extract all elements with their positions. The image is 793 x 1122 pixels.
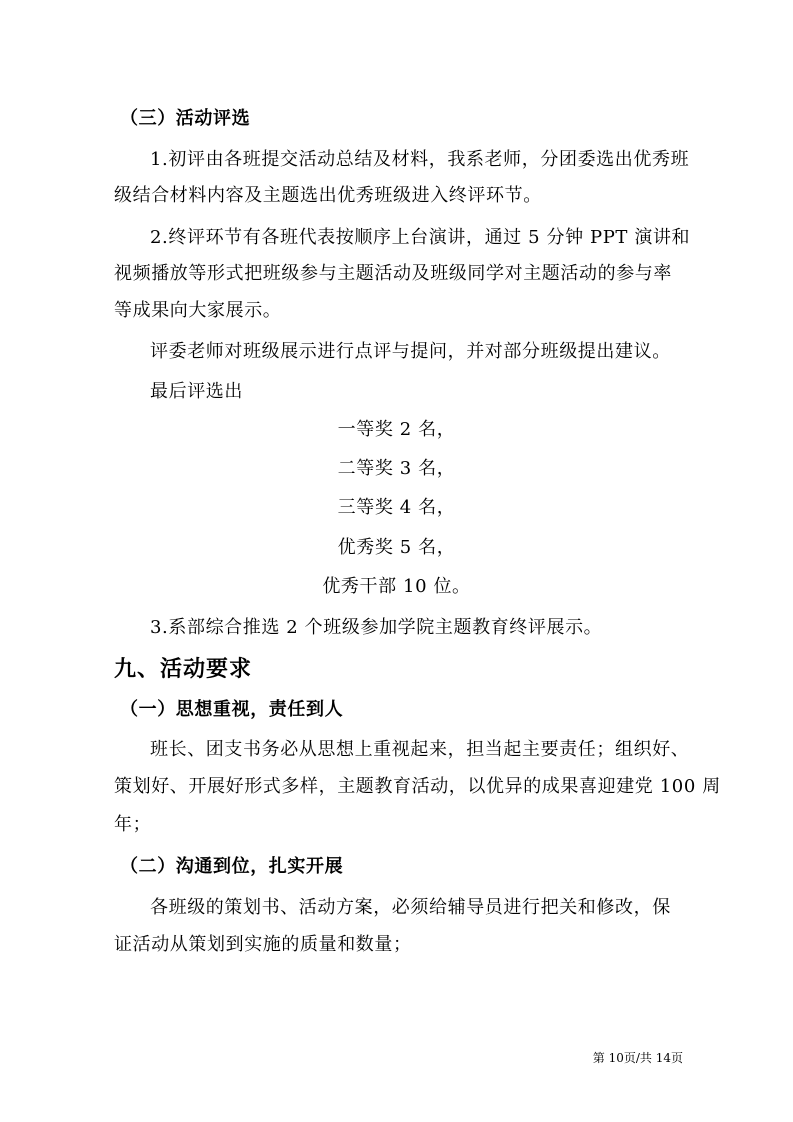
paragraph-line: 1.初评由各班提交活动总结及材料，我系老师，分团委选出优秀班 bbox=[150, 149, 690, 170]
paragraph-line: 2.终评环节有各班代表按顺序上台演讲，通过 5 分钟 PPT 演讲和 bbox=[150, 227, 691, 248]
paragraph-line: 评委老师对班级展示进行点评与提问，并对部分班级提出建议。 bbox=[150, 341, 671, 362]
paragraph-line: 视频播放等形式把班级参与主题活动及班级同学对主题活动的参与率 bbox=[114, 263, 672, 284]
paragraph-line: 证活动从策划到实施的质量和数量； bbox=[114, 934, 412, 955]
section-heading-selection: （三）活动评选 bbox=[120, 108, 251, 129]
paragraph-line: 等成果向大家展示。 bbox=[114, 300, 282, 321]
subsection-heading: （一）思想重视，责任到人 bbox=[120, 699, 344, 720]
award-line: 二等奖 3 名， bbox=[337, 458, 456, 479]
paragraph-line: 各班级的策划书、活动方案，必须给辅导员进行把关和修改，保 bbox=[150, 897, 671, 918]
subsection-heading: （二）沟通到位，扎实开展 bbox=[120, 856, 344, 877]
award-line: 一等奖 2 名， bbox=[337, 419, 456, 440]
paragraph-line: 级结合材料内容及主题选出优秀班级进入终评环节。 bbox=[114, 185, 542, 206]
award-line: 三等奖 4 名， bbox=[337, 497, 456, 518]
award-line: 优秀奖 5 名， bbox=[337, 537, 456, 558]
paragraph-line: 3.系部综合推选 2 个班级参加学院主题教育终评展示。 bbox=[150, 617, 603, 638]
page-number: 第 10页/共 14页 bbox=[592, 1051, 683, 1065]
paragraph-line: 最后评选出 bbox=[150, 381, 243, 402]
section-heading-requirements: 九、活动要求 bbox=[114, 657, 253, 682]
paragraph-line: 策划好、开展好形式多样，主题教育活动，以优异的成果喜迎建党 100 周 bbox=[114, 776, 721, 797]
paragraph-line: 班长、团支书务必从思想上重视起来，担当起主要责任；组织好、 bbox=[150, 739, 690, 760]
award-line: 优秀干部 10 位。 bbox=[322, 576, 471, 597]
paragraph-line: 年； bbox=[114, 814, 152, 835]
